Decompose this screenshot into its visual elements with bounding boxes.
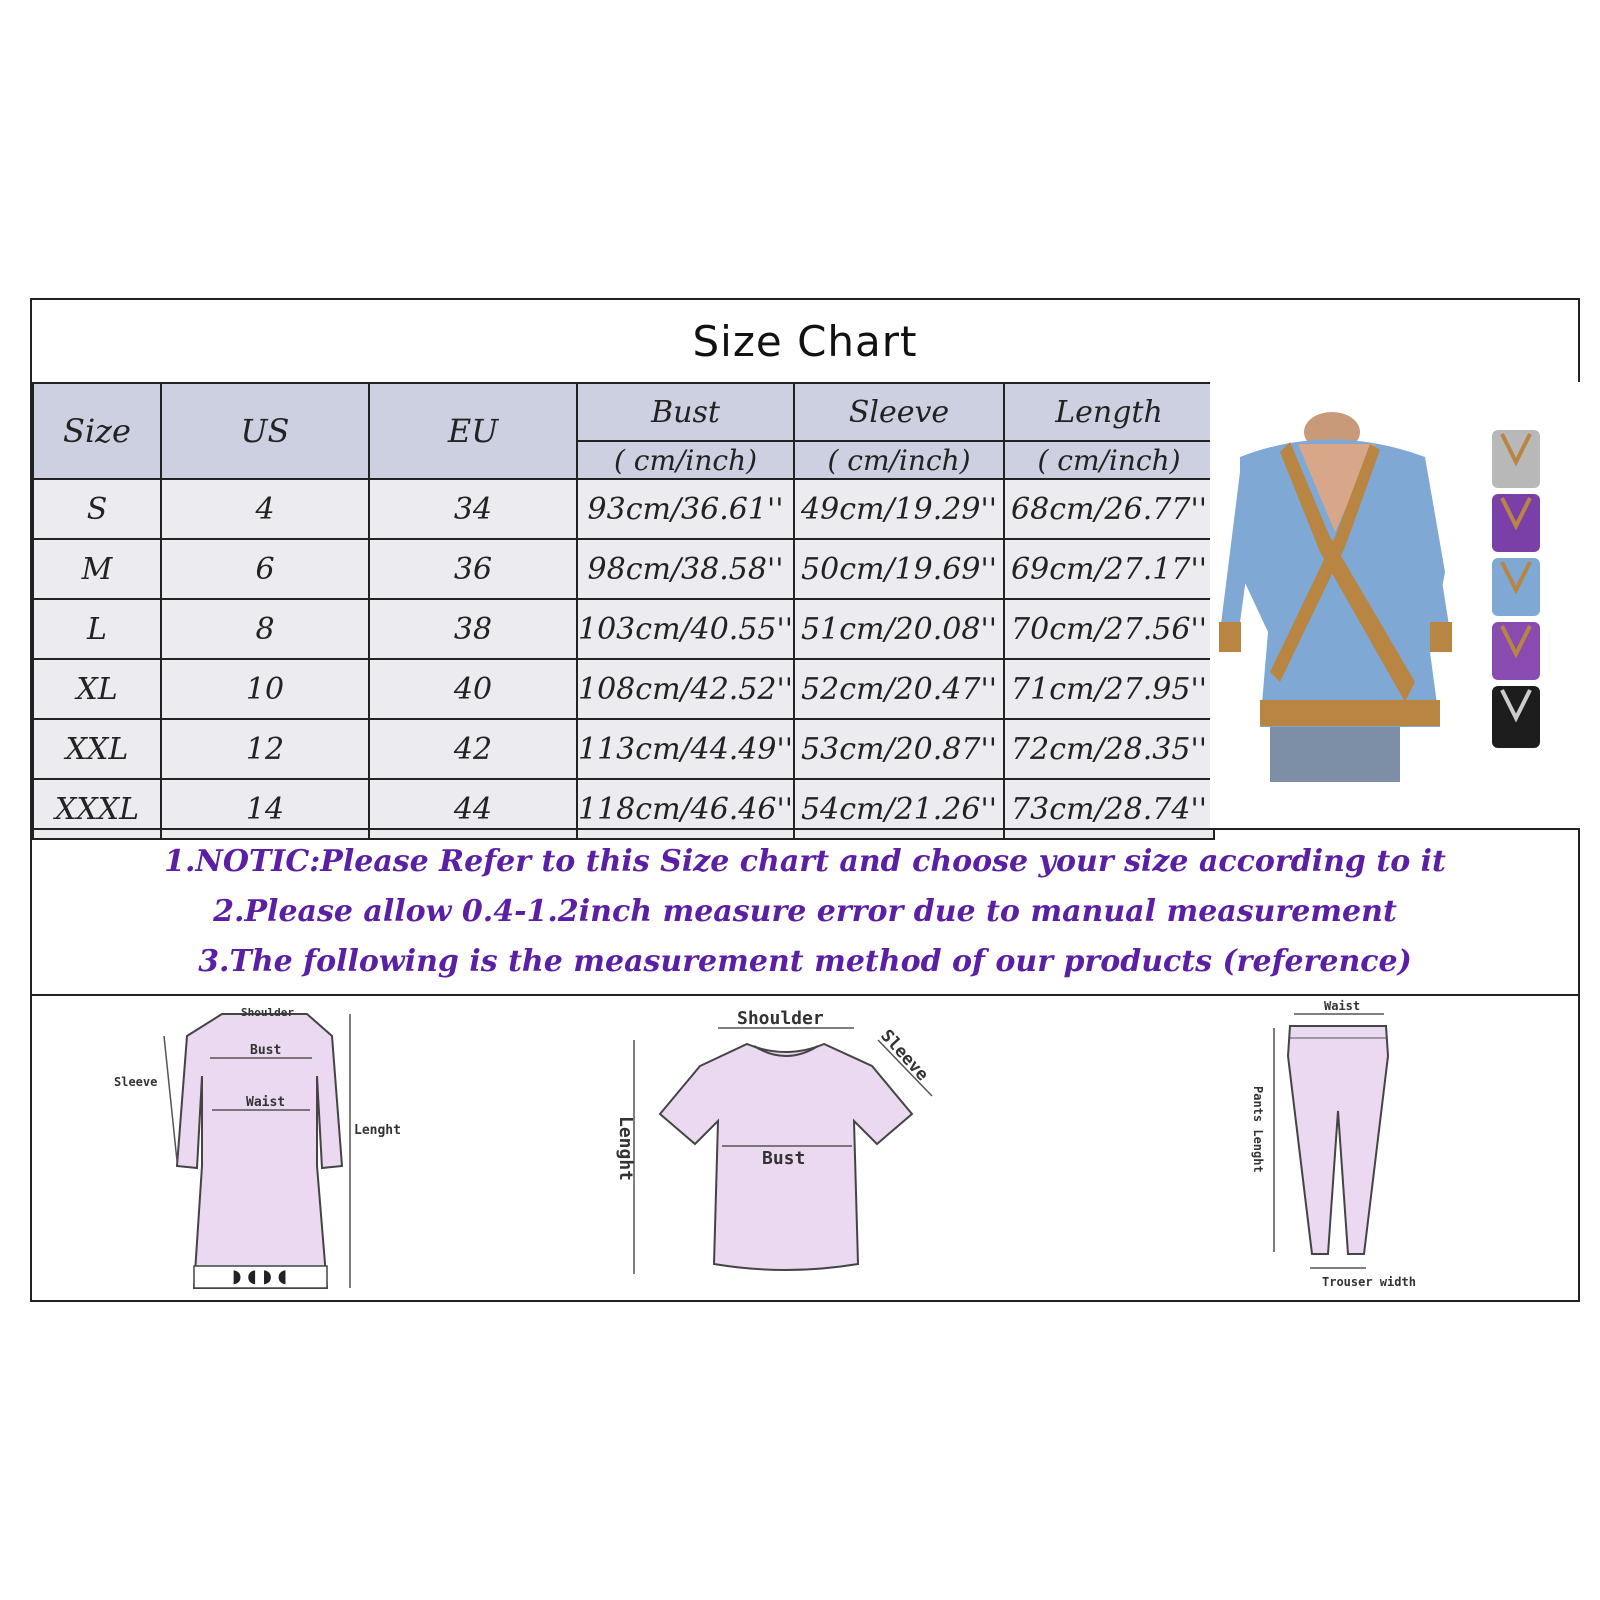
pants-label-waist: Waist: [1324, 999, 1361, 1013]
cell-size: S: [33, 479, 161, 539]
cell-us: 10: [161, 659, 369, 719]
header-size: Size: [33, 383, 161, 479]
pants-label-width: Trouser width: [1322, 1275, 1416, 1289]
color-swatches: [1492, 430, 1540, 748]
header-eu: EU: [369, 383, 577, 479]
note-2: 2.Please allow 0.4-1.2inch measure error due to manual measurement: [213, 894, 1397, 929]
table-row: [33, 719, 1214, 779]
cell-length: 71cm/27.95'': [1004, 659, 1214, 719]
cell-eu: 34: [369, 479, 577, 539]
cell-size: XXXL: [33, 779, 161, 839]
product-photo: [1210, 382, 1580, 828]
tshirt-label-shoulder: Shoulder: [737, 1008, 824, 1029]
cell-bust: 103cm/40.55'': [577, 599, 794, 659]
cell-bust: 118cm/46.46'': [577, 779, 794, 839]
cell-sleeve: 49cm/19.29'': [794, 479, 1004, 539]
cell-size: L: [33, 599, 161, 659]
notes-section: [32, 828, 1578, 996]
cell-us: 12: [161, 719, 369, 779]
cell-eu: 42: [369, 719, 577, 779]
cell-bust: 113cm/44.49'': [577, 719, 794, 779]
cell-bust: 98cm/38.58'': [577, 539, 794, 599]
measurement-diagrams: [32, 996, 1578, 1302]
header-length: Length: [1004, 383, 1214, 441]
table-row: [33, 659, 1214, 719]
cell-eu: 38: [369, 599, 577, 659]
header-length-unit: ( cm/inch): [1004, 441, 1214, 479]
dress-label-shoulder: Shoulder: [241, 1006, 294, 1019]
dress-label-bust: Bust: [250, 1043, 282, 1058]
tshirt-diagram: [615, 1008, 932, 1274]
pants-diagram: [1251, 999, 1416, 1289]
cell-sleeve: 52cm/20.47'': [794, 659, 1004, 719]
tshirt-label-bust: Bust: [762, 1148, 806, 1169]
cell-us: 4: [161, 479, 369, 539]
cell-sleeve: 50cm/19.69'': [794, 539, 1004, 599]
diagram-canvas: [32, 996, 1578, 1302]
cell-us: 6: [161, 539, 369, 599]
cell-sleeve: 53cm/20.87'': [794, 719, 1004, 779]
cell-length: 73cm/28.74'': [1004, 779, 1214, 839]
header-sleeve: Sleeve: [794, 383, 1004, 441]
dress-label-waist: Waist: [246, 1095, 286, 1110]
note-1: 1.NOTIC:Please Refer to this Size chart and choose your size according to it: [164, 844, 1446, 879]
cell-length: 72cm/28.35'': [1004, 719, 1214, 779]
header-bust: Bust: [577, 383, 794, 441]
header-sleeve-unit: ( cm/inch): [794, 441, 1004, 479]
cell-eu: 44: [369, 779, 577, 839]
note-3: 3.The following is the measurement method of our products (reference): [198, 944, 1412, 979]
dress-label-length: Lenght: [354, 1123, 401, 1138]
size-chart-frame: [30, 298, 1580, 1302]
title-row: [32, 300, 1578, 384]
table-row: [33, 539, 1214, 599]
table-row: [33, 479, 1214, 539]
model-image: [1219, 412, 1452, 782]
size-table: [32, 382, 1215, 840]
header-us: US: [161, 383, 369, 479]
cell-bust: 108cm/42.52'': [577, 659, 794, 719]
cell-size: M: [33, 539, 161, 599]
page-title: Size Chart: [692, 316, 918, 366]
table-row: [33, 599, 1214, 659]
dress-diagram: [114, 1006, 401, 1288]
tshirt-label-sleeve: Sleeve: [876, 1025, 933, 1085]
cell-eu: 40: [369, 659, 577, 719]
cell-sleeve: 51cm/20.08'': [794, 599, 1004, 659]
cell-size: XXL: [33, 719, 161, 779]
cell-eu: 36: [369, 539, 577, 599]
cell-size: XL: [33, 659, 161, 719]
dress-label-sleeve: Sleeve: [114, 1075, 158, 1089]
cell-us: 14: [161, 779, 369, 839]
cell-length: 70cm/27.56'': [1004, 599, 1214, 659]
cell-us: 8: [161, 599, 369, 659]
tshirt-label-length: Lenght: [615, 1116, 636, 1182]
header-bust-unit: ( cm/inch): [577, 441, 794, 479]
cell-sleeve: 54cm/21.26'': [794, 779, 1004, 839]
pants-label-length: Pants Lenght: [1251, 1086, 1265, 1173]
cell-length: 69cm/27.17'': [1004, 539, 1214, 599]
svg-text:◗ ◖ ◗ ◖: ◗ ◖ ◗ ◖: [232, 1266, 288, 1287]
cell-length: 68cm/26.77'': [1004, 479, 1214, 539]
cell-bust: 93cm/36.61'': [577, 479, 794, 539]
product-photo-illustration: [1210, 382, 1580, 828]
